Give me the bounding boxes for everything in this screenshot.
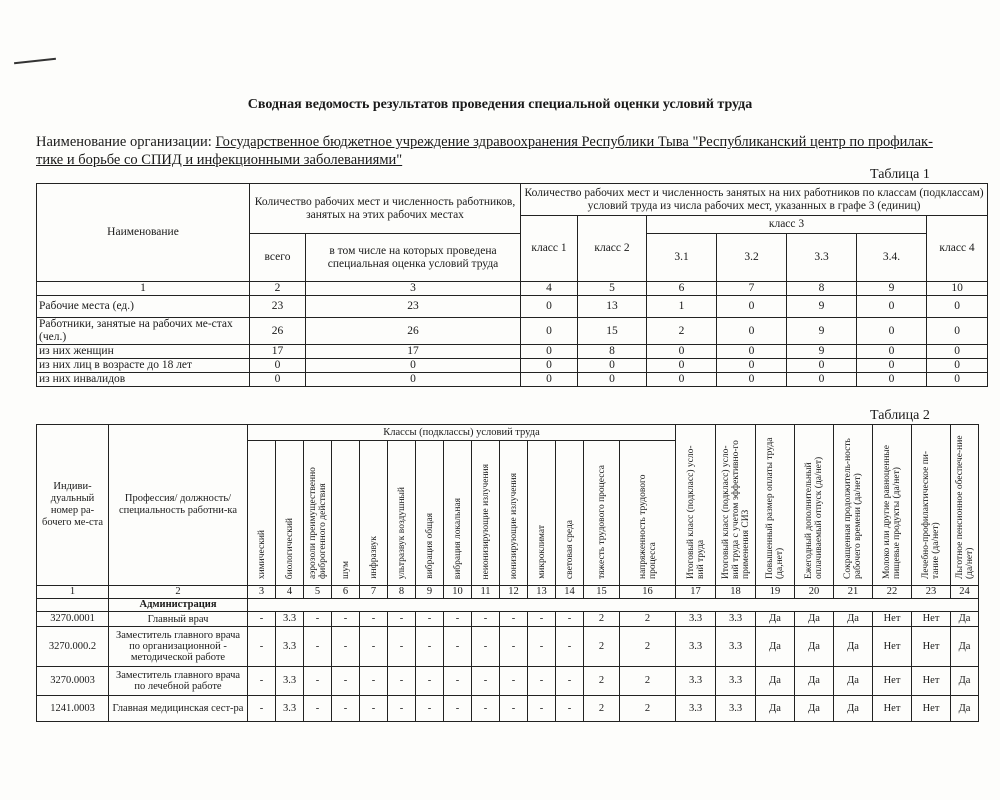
t1-colnum: 4 xyxy=(521,282,578,296)
header-text: Итоговый класс (подкласс) усло-вий труда xyxy=(685,445,706,579)
table1-label: Таблица 1 xyxy=(870,167,930,182)
t2-cell: - xyxy=(416,696,444,722)
t1-colnum: 9 xyxy=(857,282,927,296)
t2-factor-header xyxy=(360,441,388,586)
document-title: Сводная ведомость результатов проведения специальной оценки условий труда xyxy=(247,97,753,112)
t2-cell: 3.3 xyxy=(716,612,756,627)
t1-row xyxy=(37,345,988,359)
t1-row-name: из них инвалидов xyxy=(37,373,250,387)
t2-row-profession: Заместитель главного врача по лечебной работе xyxy=(109,667,248,696)
t1-cell: 0 xyxy=(717,318,787,345)
t1-cell: 0 xyxy=(521,359,578,373)
header-text: Ежегодный дополнительный оплачиваемый отпуск (да/нет) xyxy=(804,456,825,579)
t2-colnum: 21 xyxy=(834,586,873,599)
t2-section-blank xyxy=(248,599,979,612)
t1-row xyxy=(37,359,988,373)
t2-header-extra xyxy=(873,425,912,586)
t2-cell: - xyxy=(472,612,500,627)
t2-cell: - xyxy=(416,627,444,667)
header-text: аэрозоли преимущественно фиброгенного действия xyxy=(307,467,328,579)
t1-cell: 26 xyxy=(250,318,306,345)
t1-header-3-2: 3.2 xyxy=(717,234,787,282)
t2-cell: 3.3 xyxy=(716,667,756,696)
t1-body xyxy=(37,296,988,387)
t2-cell: - xyxy=(528,696,556,722)
t1-row xyxy=(37,373,988,387)
t1-cell: 0 xyxy=(250,373,306,387)
t2-cell: - xyxy=(388,667,416,696)
t2-cell: - xyxy=(500,627,528,667)
t2-row xyxy=(37,627,979,667)
t1-cell: 0 xyxy=(787,359,857,373)
t2-cell: - xyxy=(360,667,388,696)
t1-header-3-3: 3.3 xyxy=(787,234,857,282)
t2-cell: - xyxy=(556,696,584,722)
t1-colnum: 2 xyxy=(250,282,306,296)
header-text: химический xyxy=(256,529,267,579)
t2-cell: 3.3 xyxy=(716,696,756,722)
t1-row-name: Работники, занятые на рабочих ме-стах (чел.) xyxy=(37,318,250,345)
t2-cell: - xyxy=(556,627,584,667)
t2-header-extra xyxy=(676,425,716,586)
t1-cell: 0 xyxy=(857,359,927,373)
t1-row xyxy=(37,318,988,345)
t2-cell: 2 xyxy=(620,696,676,722)
t2-cell: - xyxy=(528,627,556,667)
t1-cell: 0 xyxy=(521,373,578,387)
t1-colnum: 6 xyxy=(647,282,717,296)
t1-header-total: всего xyxy=(250,234,306,282)
t1-cell: 9 xyxy=(787,345,857,359)
t2-cell: Да xyxy=(951,696,979,722)
t2-cell: - xyxy=(332,667,360,696)
workplace-table xyxy=(36,424,979,722)
t1-cell: 0 xyxy=(578,359,647,373)
t2-cell: - xyxy=(360,612,388,627)
t1-row-name: из них лиц в возрасте до 18 лет xyxy=(37,359,250,373)
t2-header-extra xyxy=(834,425,873,586)
t1-cell: 17 xyxy=(250,345,306,359)
t2-cell: - xyxy=(304,627,332,667)
t2-header-extra xyxy=(951,425,979,586)
t1-cell: 0 xyxy=(787,373,857,387)
t1-cell: 0 xyxy=(857,318,927,345)
t1-cell: 26 xyxy=(306,318,521,345)
t2-colnum: 20 xyxy=(795,586,834,599)
t2-cell: - xyxy=(556,612,584,627)
t1-row-name: Рабочие места (ед.) xyxy=(37,296,250,318)
t2-row-id: 1241.0003 xyxy=(37,696,109,722)
t1-colnum: 5 xyxy=(578,282,647,296)
t2-row-profession: Главная медицинская сест-ра xyxy=(109,696,248,722)
t2-row xyxy=(37,696,979,722)
header-text: инфразвук xyxy=(368,536,379,579)
t2-cell: - xyxy=(556,667,584,696)
t1-cell: 0 xyxy=(306,373,521,387)
header-text: биологический xyxy=(284,517,295,579)
t1-cell: 0 xyxy=(927,318,988,345)
t2-cell: Да xyxy=(795,696,834,722)
org-value: Государственное бюджетное учреждение здравоохранения Республики Тыва "Республиканский центр по профилак-тике и борьбе со СПИД и инфекционными заболеваниями" xyxy=(36,134,933,168)
t2-cell: 3.3 xyxy=(276,612,304,627)
t1-cell: 0 xyxy=(647,359,717,373)
t2-colnum: 5 xyxy=(304,586,332,599)
t2-header-classes: Классы (подклассы) условий труда xyxy=(248,425,676,441)
t2-cell: Да xyxy=(834,667,873,696)
t2-section-title: Администрация xyxy=(109,599,248,612)
t1-row-name: из них женщин xyxy=(37,345,250,359)
t1-cell: 17 xyxy=(306,345,521,359)
t1-cell: 0 xyxy=(521,345,578,359)
t2-row xyxy=(37,667,979,696)
t2-cell: - xyxy=(388,612,416,627)
header-text: неионизирующие излучения xyxy=(480,463,491,579)
t2-cell: - xyxy=(360,696,388,722)
t2-colnum: 4 xyxy=(276,586,304,599)
t1-cell: 9 xyxy=(787,318,857,345)
t2-factor-header xyxy=(584,441,620,586)
t2-colnum: 16 xyxy=(620,586,676,599)
t2-factor-header xyxy=(472,441,500,586)
t1-cell: 0 xyxy=(521,318,578,345)
header-text: шум xyxy=(340,561,351,579)
t2-cell: Да xyxy=(756,612,795,627)
t2-cell: Да xyxy=(834,696,873,722)
t2-cell: - xyxy=(416,667,444,696)
t2-cell: - xyxy=(528,667,556,696)
t2-cell: - xyxy=(472,627,500,667)
t2-cell: 2 xyxy=(620,667,676,696)
t2-cell: 3.3 xyxy=(676,612,716,627)
t2-cell: - xyxy=(248,696,276,722)
t2-colnum: 13 xyxy=(528,586,556,599)
header-text: тяжесть трудового процесса xyxy=(596,465,607,579)
t2-cell: - xyxy=(444,667,472,696)
t2-cell: - xyxy=(248,627,276,667)
t1-cell: 0 xyxy=(717,373,787,387)
t2-factor-header xyxy=(444,441,472,586)
t1-header-class4: класс 4 xyxy=(927,216,988,282)
t1-column-numbers xyxy=(37,282,988,296)
t2-row-profession: Заместитель главного врача по организационной - методической работе xyxy=(109,627,248,667)
t2-cell: 3.3 xyxy=(276,696,304,722)
t2-colnum: 18 xyxy=(716,586,756,599)
t2-cell: Нет xyxy=(912,612,951,627)
t2-colnum: 14 xyxy=(556,586,584,599)
t2-factor-header xyxy=(248,441,276,586)
t1-cell: 0 xyxy=(857,345,927,359)
t2-cell: - xyxy=(444,696,472,722)
t2-cell: 3.3 xyxy=(716,627,756,667)
t2-cell: 3.3 xyxy=(676,627,716,667)
t1-cell: 0 xyxy=(521,296,578,318)
t2-cell: Нет xyxy=(873,696,912,722)
t1-cell: 0 xyxy=(647,373,717,387)
t2-colnum: 12 xyxy=(500,586,528,599)
t1-cell: 0 xyxy=(927,296,988,318)
t2-cell: Нет xyxy=(873,667,912,696)
t2-colnum: 23 xyxy=(912,586,951,599)
t1-row xyxy=(37,296,988,318)
t2-colnum: 24 xyxy=(951,586,979,599)
t2-cell: Да xyxy=(756,667,795,696)
organization-line xyxy=(36,133,946,169)
t2-cell: 2 xyxy=(584,667,620,696)
t2-cell: - xyxy=(360,627,388,667)
t2-row-id: 3270.000.2 xyxy=(37,627,109,667)
t1-cell: 15 xyxy=(578,318,647,345)
header-text: Сокращенная продолжитель-ность рабочего времени (да/нет) xyxy=(843,438,864,579)
t2-column-numbers xyxy=(37,586,979,599)
t2-cell: 3.3 xyxy=(276,627,304,667)
header-text: ионизирующие излучения xyxy=(508,472,519,579)
header-text: Итоговый класс (подкласс) усло-вий труда с учетом эффективно-го применения СИЗ xyxy=(720,440,751,579)
t1-colnum: 10 xyxy=(927,282,988,296)
header-text: вибрация локальная xyxy=(452,497,463,579)
t2-cell: - xyxy=(388,627,416,667)
t2-factor-header xyxy=(528,441,556,586)
t1-cell: 13 xyxy=(578,296,647,318)
t2-factor-header xyxy=(304,441,332,586)
t2-row xyxy=(37,612,979,627)
t2-cell: 2 xyxy=(584,627,620,667)
t1-cell: 0 xyxy=(927,359,988,373)
table2-label: Таблица 2 xyxy=(870,408,930,423)
pen-mark xyxy=(14,58,56,64)
t2-colnum: 8 xyxy=(388,586,416,599)
t2-cell: - xyxy=(472,667,500,696)
t1-colnum: 7 xyxy=(717,282,787,296)
t1-header-classes: Количество рабочих мест и численность занятых на них работников по классам (подклассам) условий труда из числа рабочих мест, указанных в графе 3 (единиц) xyxy=(521,184,988,216)
t2-factor-header xyxy=(388,441,416,586)
t2-factor-header xyxy=(500,441,528,586)
t2-row-profession: Главный врач xyxy=(109,612,248,627)
t1-cell: 0 xyxy=(927,373,988,387)
t2-cell: - xyxy=(304,667,332,696)
t2-colnum: 15 xyxy=(584,586,620,599)
t2-header-id: Индиви-дуальный номер ра-бочего ме-ста xyxy=(37,425,109,586)
t2-body xyxy=(37,612,979,722)
t1-colnum: 1 xyxy=(37,282,250,296)
t2-cell: Да xyxy=(795,627,834,667)
t1-cell: 0 xyxy=(717,345,787,359)
t1-cell: 23 xyxy=(306,296,521,318)
t1-colnum: 3 xyxy=(306,282,521,296)
t2-cell: - xyxy=(248,612,276,627)
t2-row-id: 3270.0001 xyxy=(37,612,109,627)
t2-cell: - xyxy=(304,612,332,627)
t1-cell: 0 xyxy=(717,296,787,318)
t2-header-extra xyxy=(716,425,756,586)
t2-cell: 2 xyxy=(620,612,676,627)
t2-colnum: 9 xyxy=(416,586,444,599)
t2-header-extra xyxy=(756,425,795,586)
t2-cell: - xyxy=(416,612,444,627)
t2-cell: - xyxy=(248,667,276,696)
header-text: ультразвук воздушный xyxy=(396,486,407,579)
t1-header-assessed: в том числе на которых проведена специальная оценка условий труда xyxy=(306,234,521,282)
t2-header-extra xyxy=(912,425,951,586)
header-text: напряженность трудового процесса xyxy=(637,474,658,579)
t1-cell: 0 xyxy=(578,373,647,387)
t2-cell: - xyxy=(444,612,472,627)
t2-factor-header xyxy=(416,441,444,586)
t2-cell: Нет xyxy=(912,627,951,667)
t2-cell: 3.3 xyxy=(676,696,716,722)
t2-cell: 3.3 xyxy=(676,667,716,696)
t2-colnum: 10 xyxy=(444,586,472,599)
t1-cell: 0 xyxy=(250,359,306,373)
t2-cell: - xyxy=(444,627,472,667)
t1-header-class2: класс 2 xyxy=(578,216,647,282)
t2-cell: Нет xyxy=(912,696,951,722)
t2-cell: - xyxy=(332,696,360,722)
t2-cell: - xyxy=(332,627,360,667)
t2-cell: Да xyxy=(756,627,795,667)
t2-row-id: 3270.0003 xyxy=(37,667,109,696)
t2-colnum: 22 xyxy=(873,586,912,599)
t2-factor-header xyxy=(332,441,360,586)
t1-header-name: Наименование xyxy=(37,184,250,282)
t2-cell: Да xyxy=(795,667,834,696)
t2-cell: Да xyxy=(756,696,795,722)
t2-factor-header xyxy=(556,441,584,586)
t2-colnum: 1 xyxy=(37,586,109,599)
t1-cell: 8 xyxy=(578,345,647,359)
t2-cell: - xyxy=(388,696,416,722)
t1-cell: 2 xyxy=(647,318,717,345)
t2-cell: - xyxy=(332,612,360,627)
t2-colnum: 2 xyxy=(109,586,248,599)
t2-colnum: 17 xyxy=(676,586,716,599)
t2-cell: - xyxy=(500,667,528,696)
t1-cell: 0 xyxy=(927,345,988,359)
header-text: вибрация общая xyxy=(424,513,435,579)
t1-cell: 0 xyxy=(717,359,787,373)
t2-cell: 2 xyxy=(584,696,620,722)
t1-cell: 9 xyxy=(787,296,857,318)
t1-header-3-4: 3.4. xyxy=(857,234,927,282)
t2-cell: 3.3 xyxy=(276,667,304,696)
header-text: микроклимат xyxy=(536,525,547,579)
t2-factor-header xyxy=(620,441,676,586)
t1-cell: 0 xyxy=(647,345,717,359)
t2-colnum: 6 xyxy=(332,586,360,599)
t1-cell: 23 xyxy=(250,296,306,318)
t1-cell: 0 xyxy=(857,296,927,318)
t2-cell: Да xyxy=(834,612,873,627)
t1-cell: 0 xyxy=(857,373,927,387)
t2-colnum: 19 xyxy=(756,586,795,599)
t2-cell: - xyxy=(500,612,528,627)
org-label: Наименование организации: xyxy=(36,134,212,150)
t1-cell: 0 xyxy=(306,359,521,373)
t2-cell: Да xyxy=(951,627,979,667)
t2-cell: 2 xyxy=(584,612,620,627)
header-text: световая среда xyxy=(564,519,575,579)
t2-cell: Нет xyxy=(912,667,951,696)
t1-header-class1: класс 1 xyxy=(521,216,578,282)
t2-cell: - xyxy=(528,612,556,627)
t2-cell: Да xyxy=(951,612,979,627)
t2-colnum: 3 xyxy=(248,586,276,599)
t1-header-class3: класс 3 xyxy=(647,216,927,234)
t2-colnum: 7 xyxy=(360,586,388,599)
header-text: Повышенный размер оплаты труда (да,нет) xyxy=(765,437,786,579)
t2-cell: - xyxy=(472,696,500,722)
t2-factor-header xyxy=(276,441,304,586)
t2-cell: - xyxy=(500,696,528,722)
t2-cell: 2 xyxy=(620,627,676,667)
t1-header-count: Количество рабочих мест и численность работников, занятых на этих рабочих местах xyxy=(250,184,521,234)
t2-section-blank xyxy=(37,599,109,612)
t2-cell: Да xyxy=(951,667,979,696)
t2-cell: Нет xyxy=(873,627,912,667)
t2-cell: Да xyxy=(834,627,873,667)
header-text: Льготное пенсионное обеспече-ние (да/нет) xyxy=(954,435,975,579)
t1-colnum: 8 xyxy=(787,282,857,296)
header-text: Лечебно-профилактическое пи-тание (да/нет) xyxy=(921,450,942,579)
t1-cell: 1 xyxy=(647,296,717,318)
t2-cell: Нет xyxy=(873,612,912,627)
t1-header-3-1: 3.1 xyxy=(647,234,717,282)
t2-cell: - xyxy=(304,696,332,722)
t2-cell: Да xyxy=(795,612,834,627)
t2-header-extra xyxy=(795,425,834,586)
summary-table xyxy=(36,183,988,387)
header-text: Молоко или другие равноценные пищевые продукты (да/нет) xyxy=(882,444,903,579)
t2-header-profession: Профессия/ должность/ специальность работни-ка xyxy=(109,425,248,586)
t2-colnum: 11 xyxy=(472,586,500,599)
